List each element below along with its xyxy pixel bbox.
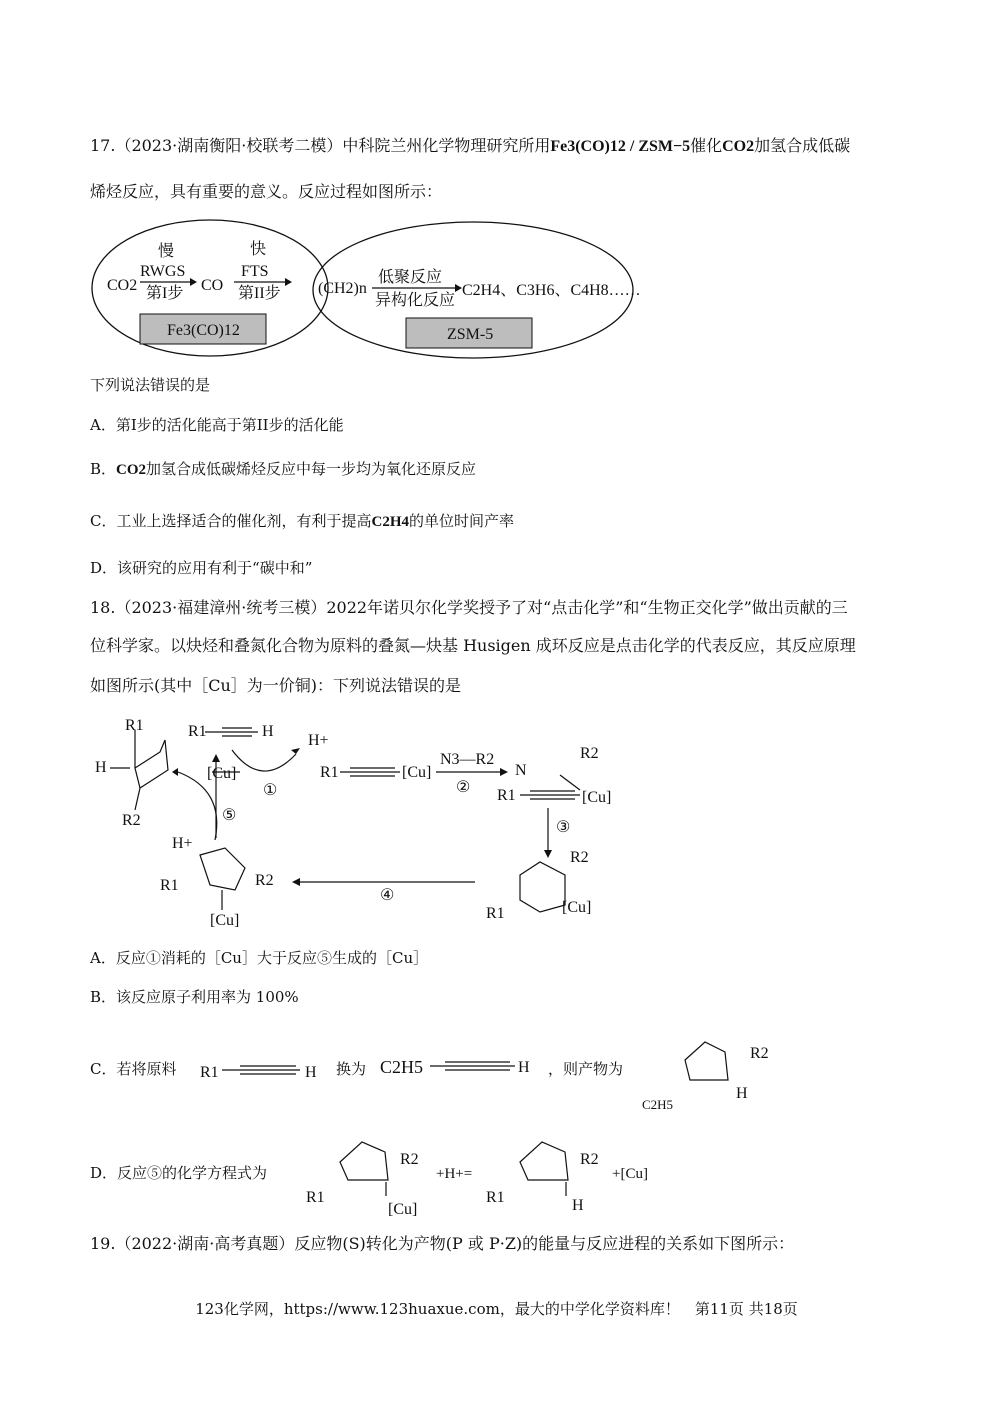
q17-line2: 烯烃反应，具有重要的意义。反应过程如图所示： xyxy=(90,182,443,201)
product-ring-c xyxy=(685,1042,728,1080)
label-step2: ② xyxy=(456,779,471,796)
arrowhead-oligo xyxy=(455,284,462,292)
q18-line2: 位科学家。以炔烃和叠氮化合物为原料的叠氮—炔基 Husigen 成环反应是点击化学的代表反应，其反应原理 xyxy=(90,636,856,655)
q17-option-d: D．该研究的应用有利于“碳中和” xyxy=(90,559,313,577)
arrowhead xyxy=(172,768,178,776)
label-ch2n: (CH2)n xyxy=(318,280,367,297)
arrowhead xyxy=(544,850,552,858)
label-r2: R2 xyxy=(580,745,599,762)
q17-prefix: 17.（2023·湖南衡阳·校联考二模）中科院兰州化学物理研究所用 xyxy=(90,136,551,155)
label-products: C2H4、C3H6、C4H8…… xyxy=(462,282,641,299)
q17-question: 下列说法错误的是 xyxy=(90,376,211,394)
label-h: H xyxy=(305,1064,317,1081)
label-cu: [Cu] xyxy=(388,1201,418,1218)
label-step1: ① xyxy=(263,782,278,799)
triazole-product xyxy=(135,740,168,788)
label-cu: [Cu] xyxy=(402,764,432,781)
arrowhead-rwgs xyxy=(190,278,197,286)
label-cu: [Cu] xyxy=(210,912,240,929)
curved-arrow-1 xyxy=(232,750,296,771)
label-r2: R2 xyxy=(750,1045,769,1062)
cu-triazole xyxy=(200,848,245,890)
label-co2: CO2 xyxy=(107,277,138,294)
label-r1: R1 xyxy=(497,787,516,804)
label-r2: R2 xyxy=(580,1151,599,1168)
label-n3r2: N3—R2 xyxy=(440,751,495,768)
label-r1: R1 xyxy=(306,1189,325,1206)
label-r2: R2 xyxy=(570,849,589,866)
label-slow: 慢 xyxy=(158,243,175,260)
q18-option-c-c2h5-sub: C2H5 xyxy=(642,1097,674,1112)
arrowhead xyxy=(291,748,300,754)
q17-c-c2h4: C2H4 xyxy=(371,514,409,530)
label-cu: [Cu] xyxy=(207,765,237,782)
bond xyxy=(560,775,580,790)
label-r1: R1 xyxy=(200,1064,219,1081)
q17-diagram xyxy=(92,220,641,358)
q18-option-d-plus1: +H+= xyxy=(436,1166,473,1182)
label-step1: 第I步 xyxy=(146,285,184,302)
six-ring xyxy=(520,862,565,912)
q17-b-label: B． xyxy=(90,460,117,478)
label-r2: R2 xyxy=(255,872,274,889)
label-r1: R1 xyxy=(188,723,207,740)
q17-option-c xyxy=(90,510,514,533)
q18-c-structures xyxy=(222,1042,728,1080)
label-r1: R1 xyxy=(486,1189,505,1206)
label-rwgs: RWGS xyxy=(140,263,186,280)
q17-option-b xyxy=(90,458,476,481)
label-h: H xyxy=(572,1197,584,1214)
label-h: H xyxy=(736,1085,748,1102)
bond xyxy=(135,788,140,810)
label-n: N xyxy=(515,762,527,779)
q18-option-a: A．反应①消耗的［Cu］大于反应⑤生成的［Cu］ xyxy=(90,949,429,967)
label-hplus: H+ xyxy=(172,835,193,852)
q18-labels xyxy=(95,717,611,929)
label-fe3co12: Fe3(CO)12 xyxy=(167,322,240,339)
q17-option-a: A．第I步的活化能高于第II步的活化能 xyxy=(90,416,344,434)
label-r1: R1 xyxy=(160,877,179,894)
q18-diagram xyxy=(110,728,580,912)
label-zsm5: ZSM-5 xyxy=(447,326,494,343)
label-cu: [Cu] xyxy=(562,899,592,916)
q18-option-c-label: C．若将原料 xyxy=(90,1060,177,1078)
q17-c-suffix: 的单位时间产率 xyxy=(408,512,514,530)
label-step5: ⑤ xyxy=(222,807,237,824)
label-r1: R1 xyxy=(486,905,505,922)
label-step2: 第II步 xyxy=(238,285,281,302)
label-step3: ③ xyxy=(556,819,571,836)
label-r2: R2 xyxy=(122,812,141,829)
label-step4: ④ xyxy=(380,887,395,904)
ring-d1 xyxy=(340,1142,388,1180)
q17-catalyst: Fe3(CO)12 / ZSM−5 xyxy=(550,138,691,155)
q18-option-d-label: D．反应⑤的化学方程式为 xyxy=(90,1164,268,1182)
arrowhead-fts xyxy=(285,278,292,286)
label-cu: [Cu] xyxy=(582,789,612,806)
label-r1: R1 xyxy=(320,764,339,781)
label-h: H xyxy=(262,723,274,740)
q18-option-b: B．该反应原子利用率为 100% xyxy=(90,988,299,1006)
q19-line1: 19.（2022·湖南·高考真题）反应物(S)转化为产物(P 或 P·Z)的能量与反应进程的关系如下图所示： xyxy=(90,1234,795,1253)
curved-arrow-5 xyxy=(178,772,217,840)
arrowhead xyxy=(500,768,508,776)
q17-c-text: C．工业上选择适合的催化剂，有利于提高 xyxy=(90,512,372,530)
label-fts: FTS xyxy=(241,263,269,280)
label-h: H xyxy=(518,1059,530,1076)
label-isom: 异构化反应 xyxy=(375,292,456,309)
label-r1: R1 xyxy=(125,717,144,734)
q17-mid: 催化 xyxy=(690,136,723,155)
arrowhead xyxy=(212,754,220,762)
q17-suffix: 加氢合成低碳 xyxy=(754,136,851,155)
label-fast: 快 xyxy=(250,241,267,258)
q17-b-co2: CO2 xyxy=(116,462,147,478)
q18-option-c-c2h5: C2H5 xyxy=(380,1057,424,1077)
q18-line1: 18.（2023·福建漳州·统考三模）2022年诺贝尔化学奖授予了对“点击化学”和“生物正交化学”做出贡献的三 xyxy=(90,598,848,617)
ring-d2 xyxy=(520,1142,568,1180)
q18-line3: 如图所示(其中［Cu］为一价铜)：下列说法错误的是 xyxy=(90,676,462,695)
q18-option-c-end: ，则产物为 xyxy=(548,1060,624,1078)
label-h: H xyxy=(95,759,107,776)
label-r2: R2 xyxy=(400,1151,419,1168)
q18-option-c-mid: 换为 xyxy=(336,1060,367,1078)
label-co: CO xyxy=(201,277,224,294)
label-oligo: 低聚反应 xyxy=(378,269,443,286)
label-hplus: H+ xyxy=(308,732,329,749)
q17-co2: CO2 xyxy=(722,138,755,155)
arrowhead xyxy=(292,878,300,886)
page-footer: 123化学网，https://www.123huaxue.com，最大的中学化学资料库！ 第11页 共18页 xyxy=(195,1300,798,1318)
q18-option-d-plus2: +[Cu] xyxy=(612,1166,648,1182)
q17-b-text: 加氢合成低碳烯烃反应中每一步均为氧化还原反应 xyxy=(146,460,477,478)
